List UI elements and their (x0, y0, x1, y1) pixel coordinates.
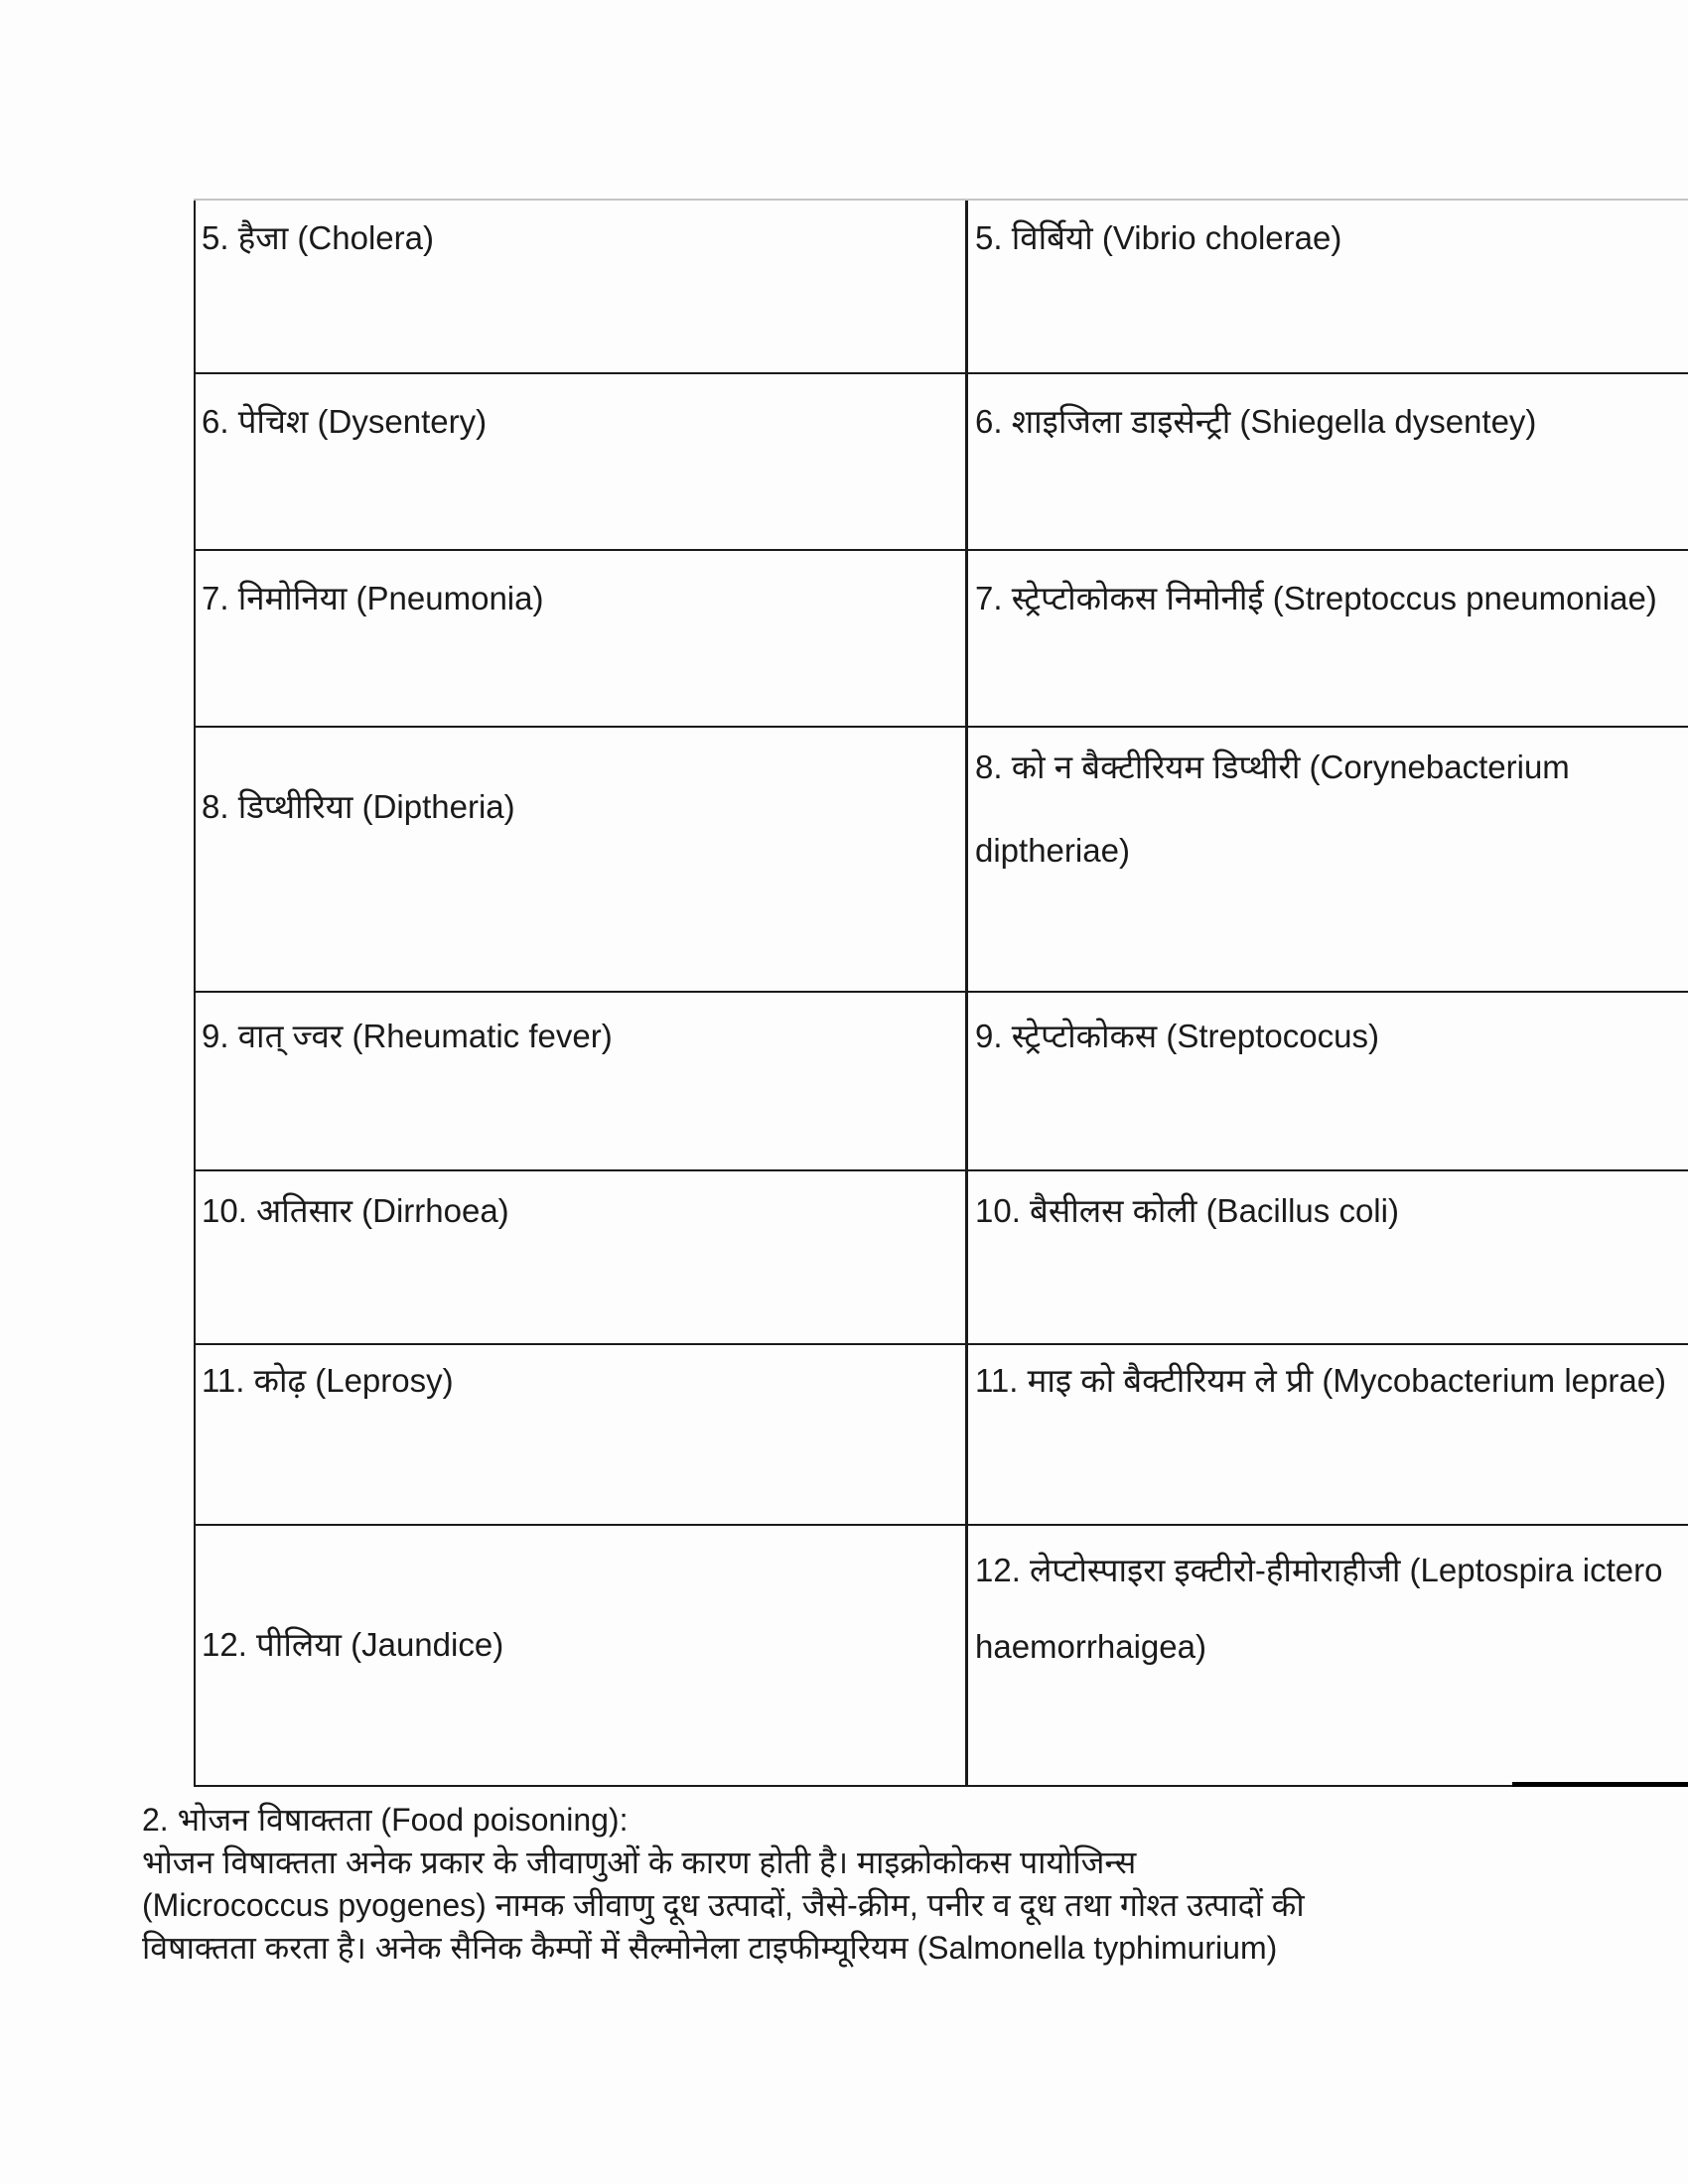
bacteria-label: 5. विर्बियो (Vibrio cholerae) (975, 219, 1342, 256)
disease-cell (196, 1171, 968, 1343)
paragraph-line: विषाक्तता करता है। अनेक सैनिक कैम्पों में सैल्मोनेला टाइफीम्यूरियम (Salmonella typhimurium) (142, 1930, 1278, 1966)
bacteria-cell (968, 1171, 1688, 1343)
disease-cell (196, 374, 968, 549)
disease-label: 9. वात् ज्वर (Rheumatic fever) (202, 1018, 613, 1054)
bacteria-cell (968, 374, 1688, 549)
table-row (196, 1345, 1688, 1526)
bacteria-label-line1: 8. को न बैक्टीरियम डिप्थीरी (Corynebacterium (975, 749, 1570, 785)
disease-cell (196, 551, 968, 726)
bacteria-label: 6. शाइजिला डाइसेन्ट्री (Shiegella dysentey) (975, 403, 1537, 440)
disease-label: 8. डिप्थीरिया (Diptheria) (202, 788, 515, 825)
disease-label: 5. हैजा (Cholera) (202, 219, 434, 256)
bacteria-cell (968, 201, 1688, 372)
bacteria-cell (968, 1526, 1688, 1785)
disease-label: 7. निमोनिया (Pneumonia) (202, 580, 544, 616)
bacteria-label: 11. माइ को बैक्टीरियम ले प्री (Mycobacterium leprae) (975, 1362, 1667, 1399)
table-row (196, 1526, 1688, 1787)
paragraph-line: (Micrococcus pyogenes) नामक जीवाणु दूध उत्पादों, जैसे-क्रीम, पनीर व दूध तथा गोश्त उत्पादों की (142, 1887, 1305, 1923)
table-bottom-thick-line (1512, 1782, 1688, 1787)
disease-label: 11. कोढ़ (Leprosy) (202, 1362, 454, 1399)
table-row (196, 201, 1688, 374)
table-row (196, 1171, 1688, 1345)
food-poisoning-section (142, 1799, 1305, 1970)
bacteria-label-line2: diptheriae) (975, 832, 1130, 869)
disease-cell (196, 728, 968, 991)
food-poisoning-heading: 2. भोजन विषाक्तता (Food poisoning): (142, 1802, 629, 1838)
bacteria-cell (968, 1345, 1688, 1524)
table-row (196, 993, 1688, 1171)
paragraph-line: भोजन विषाक्तता अनेक प्रकार के जीवाणुओं के कारण होती है। माइक्रोकोकस पायोजिन्स (142, 1844, 1137, 1880)
table-row (196, 374, 1688, 551)
table-row (196, 728, 1688, 993)
disease-cell (196, 201, 968, 372)
bacteria-label-line2: haemorrhaigea) (975, 1628, 1206, 1665)
bacteria-label: 10. बैसीलस कोली (Bacillus coli) (975, 1192, 1399, 1229)
bacteria-label-line1: 12. लेप्टोस्पाइरा इक्टीरो-हीमोराहीजी (Leptospira ictero (975, 1552, 1663, 1588)
disease-cell (196, 1526, 968, 1785)
bacteria-label: 9. स्ट्रेप्टोकोकस (Streptococus) (975, 1018, 1379, 1054)
disease-label: 6. पेचिश (Dysentery) (202, 403, 488, 440)
bacteria-cell (968, 551, 1688, 726)
table-row (196, 551, 1688, 728)
bacteria-cell (968, 728, 1688, 991)
disease-bacteria-table (194, 201, 1688, 1787)
bacteria-label: 7. स्ट्रेप्टोकोकस निमोनीई (Streptoccus pneumoniae) (975, 580, 1657, 616)
disease-cell (196, 1345, 968, 1524)
disease-label: 12. पीलिया (Jaundice) (202, 1626, 504, 1663)
disease-label: 10. अतिसार (Dirrhoea) (202, 1192, 509, 1229)
bacteria-cell (968, 993, 1688, 1169)
disease-cell (196, 993, 968, 1169)
